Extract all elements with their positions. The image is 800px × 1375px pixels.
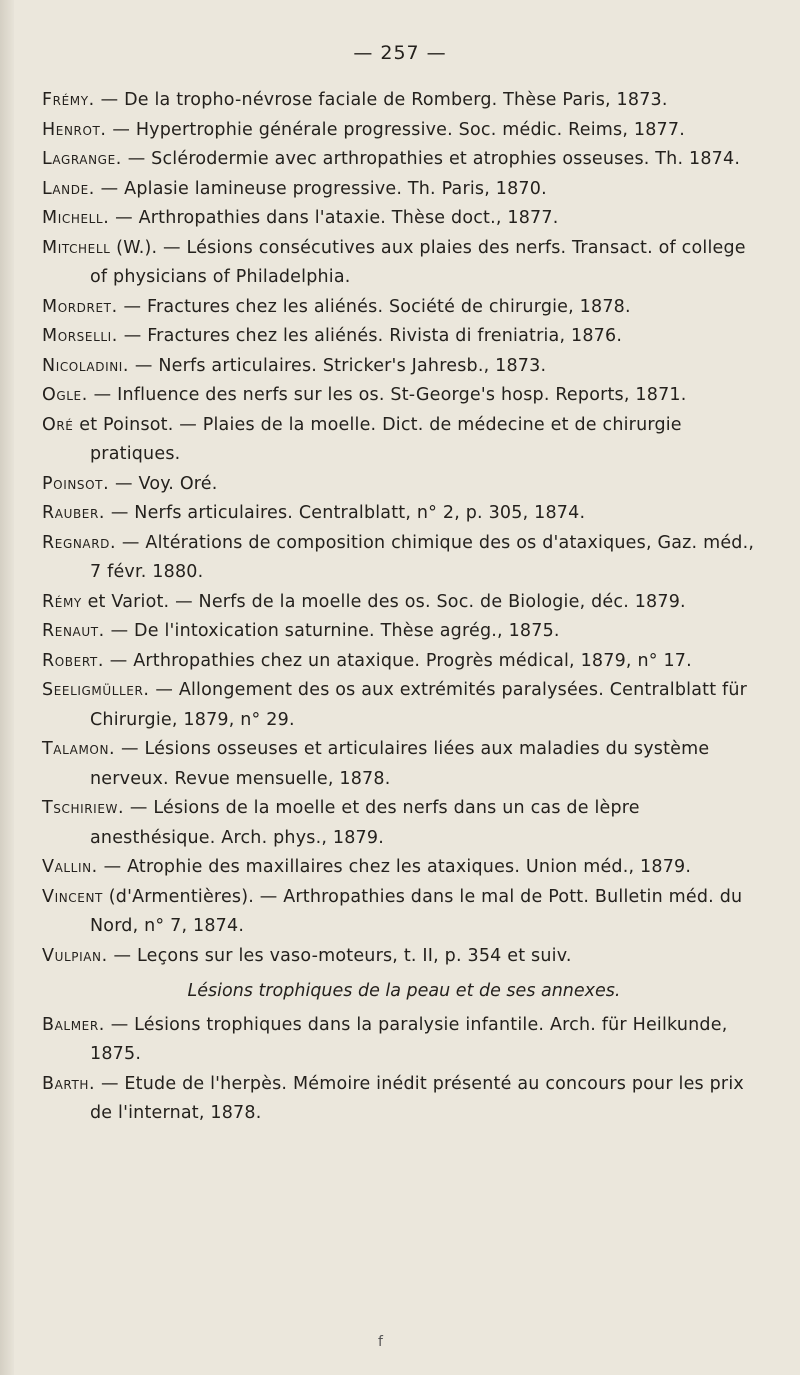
entry-text: — Hypertrophie générale progressive. Soc. médic. Reims, 1877. xyxy=(106,119,685,140)
bibliography-entry xyxy=(42,352,766,382)
entry-text: et Poinsot. — Plaies de la moelle. Dict. de médecine et de chirurgie pratiques. xyxy=(73,414,682,464)
bibliography-entry xyxy=(42,204,766,234)
entry-text: — Altérations de composition chimique des os d'ataxiques, Gaz. méd., 7 févr. 1880. xyxy=(90,532,755,582)
entry-author: Ogle. xyxy=(42,385,88,405)
entry-author: Seeligmüller. xyxy=(42,680,150,700)
bibliography-entry xyxy=(42,411,766,470)
entry-author: Lande. xyxy=(42,178,95,199)
entry-text: — Voy. Oré. xyxy=(109,473,218,494)
entry-author: Vulpian. xyxy=(42,945,108,966)
bibliography-entry xyxy=(42,942,766,972)
entry-text: (W.). — Lésions consécutives aux plaies des nerfs. Transact. of college of physicians of Philadelphia. xyxy=(90,237,746,287)
bibliography-entry xyxy=(42,1070,766,1129)
bibliography-entry xyxy=(42,735,766,794)
bibliography-entry xyxy=(42,116,766,146)
entry-author: Talamon. xyxy=(42,739,116,759)
entry-text: — Lésions trophiques dans la paralysie infantile. Arch. für Heilkunde, 1875. xyxy=(90,1014,728,1064)
entry-text: (d'Armentières). — Arthropathies dans le mal de Pott. Bulletin méd. du Nord, n° 7, 1874. xyxy=(90,886,743,936)
entry-text: — De la tropho-névrose faciale de Romberg. Thèse Paris, 1873. xyxy=(94,90,668,110)
page-number: — 257 — xyxy=(353,42,447,64)
entry-author: Morselli. xyxy=(42,326,118,346)
bibliography-entry xyxy=(42,322,766,352)
entry-text: — Nerfs articulaires. Stricker's Jahresb., 1873. xyxy=(129,355,547,376)
entry-author: Vincent xyxy=(42,886,103,907)
entry-author: Regnard. xyxy=(42,532,117,553)
entry-text: — Lésions osseuses et articulaires liées aux maladies du système nerveux. Revue mensuelle, 1878. xyxy=(90,739,710,789)
entry-text: — Fractures chez les aliénés. Société de chirurgie, 1878. xyxy=(117,296,631,317)
entry-text: et Variot. — Nerfs de la moelle des os. Soc. de Biologie, déc. 1879. xyxy=(81,591,686,612)
entry-text: — Lésions de la moelle et des nerfs dans un cas de lèpre anesthésique. Arch. phys., 1879. xyxy=(90,798,640,848)
bibliography-entry xyxy=(42,1011,766,1070)
bibliography-entry xyxy=(42,381,766,411)
entry-author: Michell. xyxy=(42,208,110,228)
entry-text: — Fractures chez les aliénés. Rivista di freniatria, 1876. xyxy=(117,326,623,346)
bibliography-entry xyxy=(42,853,766,883)
entry-text: — Arthropathies chez un ataxique. Progrès médical, 1879, n° 17. xyxy=(103,650,692,671)
entry-text: — Influence des nerfs sur les os. St-George's hosp. Reports, 1871. xyxy=(87,385,687,405)
entry-author: Tschiriew. xyxy=(42,798,125,818)
entry-author: Barth. xyxy=(42,1073,96,1094)
entry-text: — De l'intoxication saturnine. Thèse agrég., 1875. xyxy=(104,621,560,641)
entry-author: Nicoladini. xyxy=(42,355,130,376)
bibliography-entry xyxy=(42,617,766,647)
section-heading: Lésions trophiques de la peau et de ses annexes. xyxy=(187,981,621,1001)
bibliography-list xyxy=(42,86,766,1129)
entry-author: Robert. xyxy=(42,650,104,671)
entry-author: Henrot. xyxy=(42,119,107,140)
bibliography-entry xyxy=(42,676,766,735)
bibliography-entry xyxy=(42,499,766,529)
entry-text: — Nerfs articulaires. Centralblatt, n° 2, p. 305, 1874. xyxy=(105,503,586,523)
bibliography-entry xyxy=(42,883,766,942)
entry-author: Rémy xyxy=(42,591,82,612)
entry-text: — Atrophie des maxillaires chez les ataxiques. Union méd., 1879. xyxy=(97,857,692,877)
entry-text: — Aplasie lamineuse progressive. Th. Paris, 1870. xyxy=(94,178,547,199)
entry-text: — Arthropathies dans l'ataxie. Thèse doct., 1877. xyxy=(109,208,559,228)
bibliography-entry xyxy=(42,647,766,677)
bibliography-entry xyxy=(42,234,766,293)
bibliography-entry xyxy=(42,175,766,205)
bibliography-entry xyxy=(42,529,766,588)
bibliography-entry xyxy=(42,145,766,175)
entry-author: Frémy. xyxy=(42,90,95,110)
bibliography-entry xyxy=(42,794,766,853)
entry-author: Oré xyxy=(42,414,74,435)
bibliography-group-1 xyxy=(42,86,766,971)
entry-author: Mitchell xyxy=(42,237,111,258)
entry-author: Lagrange. xyxy=(42,149,122,169)
entry-text: — Allongement des os aux extrémités paralysées. Centralblatt für Chirurgie, 1879, n° 29. xyxy=(90,680,748,730)
entry-author: Renaut. xyxy=(42,621,105,641)
entry-text: — Sclérodermie avec arthropathies et atrophies osseuses. Th. 1874. xyxy=(121,149,741,169)
bibliography-entry xyxy=(42,293,766,323)
stray-mark: f xyxy=(378,1334,383,1350)
entry-text: — Etude de l'herpès. Mémoire inédit présenté au concours pour les prix de l'internat, 1878. xyxy=(90,1073,744,1123)
entry-author: Vallin. xyxy=(42,857,98,877)
entry-text: — Leçons sur les vaso-moteurs, t. II, p. 354 et suiv. xyxy=(107,945,572,966)
entry-author: Mordret. xyxy=(42,296,118,317)
bibliography-entry xyxy=(42,86,766,116)
bibliography-group-2 xyxy=(42,1011,766,1129)
bibliography-entry xyxy=(42,470,766,500)
entry-author: Rauber. xyxy=(42,503,106,523)
page-edge-shadow xyxy=(0,0,14,1375)
entry-author: Balmer. xyxy=(42,1014,105,1035)
bibliography-entry xyxy=(42,588,766,618)
entry-author: Poinsot. xyxy=(42,473,110,494)
